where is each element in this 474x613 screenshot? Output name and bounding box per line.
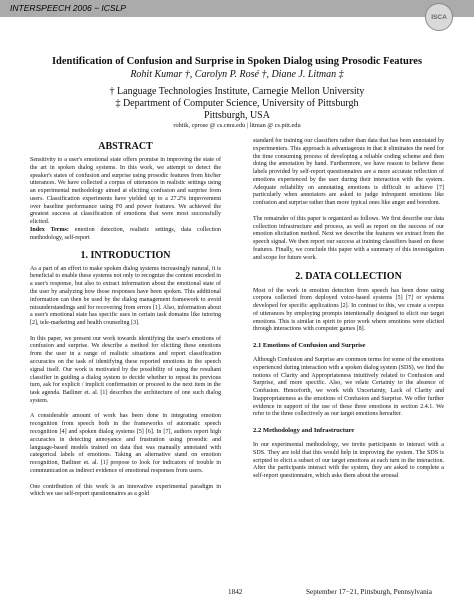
author-emails: rohitk, cprose @ cs.cmu.edu | litman @ cs.pitt.edu: [173, 122, 301, 129]
affiliation-location: Pittsburgh, USA: [204, 110, 270, 121]
introduction-heading: 1. INTRODUCTION: [80, 249, 171, 261]
intro-paragraph-4: One contribution of this work is an innovative experimental paradigm in which we use self-report questionnaires as a gold: [30, 483, 221, 498]
footer-date-place: September 17−21, Pittsburgh, Pennsylvania: [306, 588, 432, 596]
subsection-2-1-body: Although Confusion and Surprise are common terms for some of the emotions experienced during interaction with a spoken dialog system (SDS), we find the notions of Clarity and Appropriateness intuitively related to Confusion and Surprise, and more specific. Also, we relate Certainty to the absence of Confusion. Henceforth, we work with Uncertainty, Lack of Clarity and Inappropriateness as the emotions of Confusion and Surprise. We offer further evidence in support of the use of these three emotions in section 2.4.1. We refer to the three collectively as our target emotions hereafter.: [253, 357, 444, 418]
subsection-2-1-heading: 2.1 Emotions of Confusion and Surprise: [253, 342, 366, 349]
page-number: 1842: [228, 588, 243, 596]
authors: Rohit Kumar †, Carolyn P. Rosé †, Diane J. Litman ‡: [130, 69, 344, 80]
affiliation-cmu: † Language Technologies Institute, Carnegie Mellon University: [109, 86, 365, 97]
index-terms-label: Index Terms:: [30, 227, 69, 234]
subsection-2-2-heading: 2.2 Methodology and Infrastructure: [253, 427, 355, 435]
isca-logo: [425, 3, 453, 31]
abstract-heading: ABSTRACT: [98, 141, 153, 152]
index-terms-text: emotion detection, realistic settings, data collection methodology, self-report: [30, 227, 221, 241]
intro-paragraph-3: A considerable amount of work has been done in integrating emotion recognition from speech both in the frameworks of automatic speech recognition [4] and spoken dialog systems [5] [6]. In [7], authors report high accuracies in detecting annoyance and frustration using prosodic and language-based models trained on data that was manually annotated with categorical labels of emotions. Taking an alternative stand on emotion recognition, Batliner et. al. [1] propose to look for indicators of trouble in communication as indirect evidence of emotional responses from users.: [30, 413, 221, 474]
paper-title: Identification of Confusion and Surprise in Spoken Dialog using Prosodic Features: [51, 56, 423, 67]
left-column: [30, 141, 221, 507]
data-collection-intro: Most of the work in emotion detection from speech has been done using corpora collected from deployed voice-based systems [5] [7] or systems developed for specific applications [2]. In contrast to this, we create a corpus of utterances by employing prompts intentionally designed to elicit our target emotions. This is similar in spirit to prior work where emotions were elicited through interactions with computer games [8].: [253, 287, 444, 333]
intro-continued-1: standard for training our classifiers rather than data that has been annotated by experimenters. This approach is advantageous in that it eliminates the need for the time consuming process of developing a reliable coding scheme and then doing the annotation by hand. Furthermore, we have reason to believe these labels provided by self-report questionnaires are a more accurate reflection of emotions experienced by the user during their interaction with the system. Adequate reliability on annotating emotions is difficult to achieve [7] particularly when annotators are asked to judge infrequent emotions like confusion and surprise rather than more typical ones like anger and boredom.: [253, 138, 444, 207]
abstract-body: Sensitivity to a user's emotional state offers promise in improving the state of the art in spoken dialog systems. In this work, we attempt to detect the speaker's states of confusion and surprise using prosodic features from his/her utterances. We have collected a corpus of utterances in realistic settings using an experimental methodology aimed at eliciting confusion and surprise from users. Classification experiments have yielded up to a 27.2% improvement over baseline performance using F0 and power features. We achieved the greatest success at classification of emotions that were most successfully elicited.: [30, 157, 221, 226]
intro-paragraph-1: As a part of an effort to make spoken dialog systems increasingly natural, it is beneficial to enable these systems not only to recognize the content encoded in a user's response, but also to extract information about the emotional state of the user by analyzing how those responses have been spoken. This additional information can then be used by the dialog management framework to avoid misunderstandings and for recovering from errors [1]. Also, information about a user's emotional state has specific uses in certain task domains like tutoring [2], tele-marketing and health counseling [3].: [30, 265, 221, 327]
header-bar: [0, 0, 474, 36]
conference-name: INTERSPEECH 2006 − ICSLP: [10, 3, 126, 13]
index-terms: [30, 227, 221, 243]
right-column: [253, 138, 444, 489]
affiliation-pitt: ‡ Department of Computer Science, University of Pittsburgh: [115, 98, 359, 109]
intro-paragraph-2: In this paper, we present our work towards identifying the user's emotions of confusion and surprise. We describe a method for eliciting these emotions from the user in a range of realistic situations and report classification accuracies on the task of identifying these reported emotions in the speech signal itself. Our work is motivated by the possibility of using the resultant classifier in guiding a dialog system to decide whether to repeat its previous turn, ask for explicit / implicit confirmation or proceed to the next item in the task agenda. Batliner et. al. [1] describes the architecture of one such dialog system.: [30, 335, 221, 404]
data-collection-heading: 2. DATA COLLECTION: [295, 270, 402, 282]
intro-continued-2: The remainder of this paper is organized as follows. We first describe our data collection infrastructure and process, as well as report on the success of our emotion elicitation method. Next we describe the features we extract from the speech signal. We then report our success at training classifiers based on these features. Finally, we conclude this paper with a summary of this investigation and scope for future work.: [253, 215, 444, 261]
logo-text: ISCA: [431, 13, 447, 21]
subsection-2-2-body: In our experimental methodology, we invite participants to interact with a SDS. They are told that this would help in improving the system. The SDS is scripted to elicit a subset of our target emotions at each turn in the interaction. After the participants interact with the system, they are asked to complete a self-report questionnaire, which asks them about the arousal: [253, 442, 444, 480]
